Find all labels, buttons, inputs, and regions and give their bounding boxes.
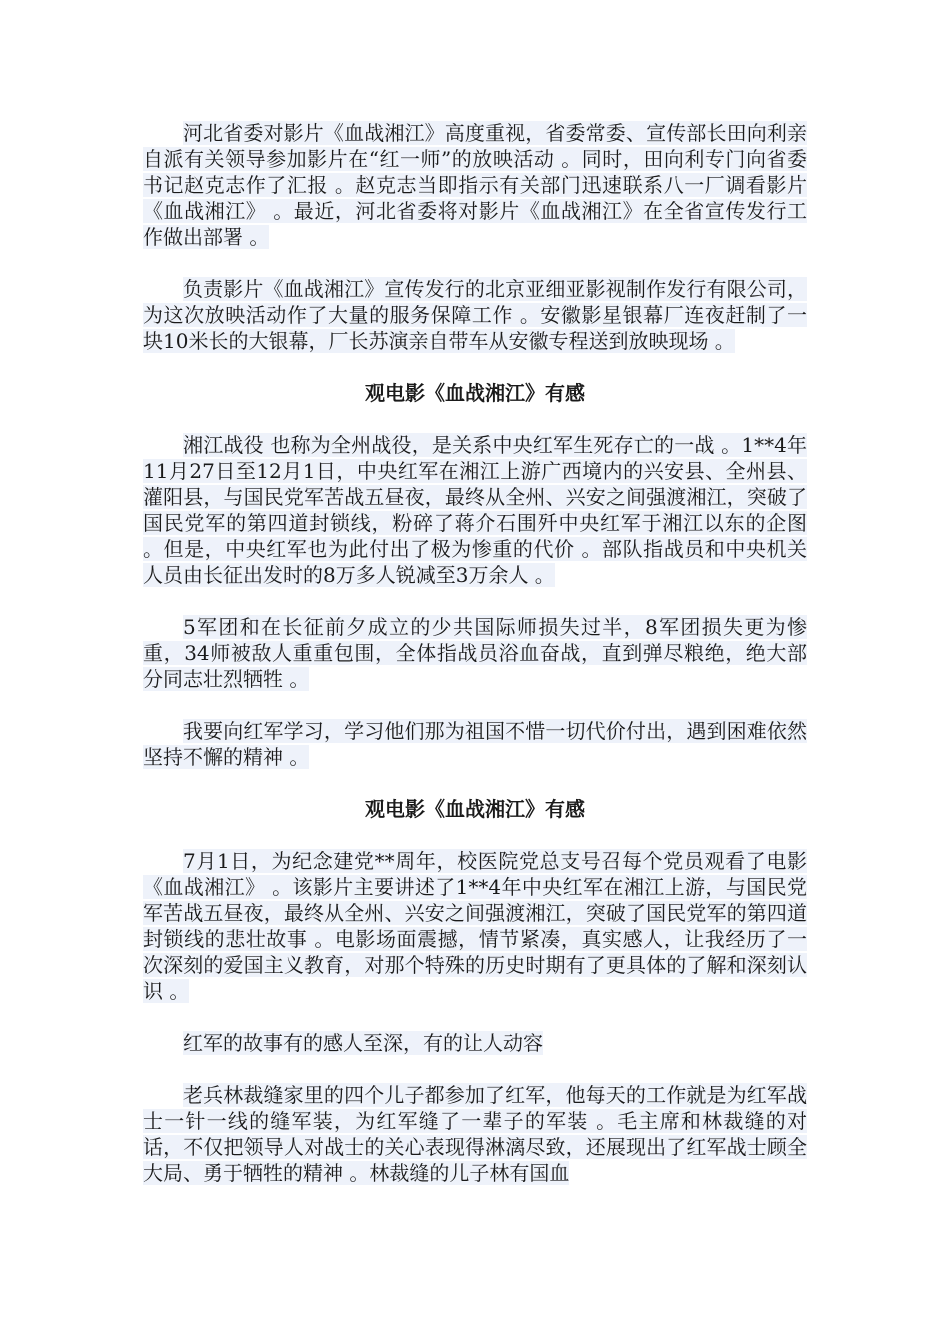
paragraph-text: 红军的故事有的感人至深，有的让人动容 (183, 1031, 543, 1055)
paragraph (143, 1030, 807, 1056)
paragraph-text: 负责影片《血战湘江》宣传发行的北京亚细亚影视制作发行有限公司，为这次放映活动作了大量的服务保障工作 。安徽影星银幕厂连夜赶制了一块10米长的大银幕，厂长苏演亲自带车从安徽专程送到放映现场 。 (143, 277, 807, 353)
paragraph (143, 432, 807, 588)
document-body (143, 120, 807, 1212)
paragraph-text: 7月1日，为纪念建党**周年，校医院党总支号召每个党员观看了电影《血战湘江》 。该影片主要讲述了1**4年中央红军在湘江上游，与国民党军苦战五昼夜，最终从全州、兴安之间强渡湘江，突破了国民党军的第四道封锁线的悲壮故事 。电影场面震撼，情节紧凑，真实感人，让我经历了一次深刻的爱国主义教育，对那个特殊的历史时期有了更具体的了解和深刻认识 。 (143, 849, 807, 1003)
paragraph-text: 5军团和在长征前夕成立的少共国际师损失过半，8军团损失更为惨重，34师被敌人重重包围，全体指战员浴血奋战，直到弹尽粮绝，绝大部分同志壮烈牺牲 。 (143, 615, 807, 691)
paragraph (143, 276, 807, 354)
paragraph (143, 120, 807, 250)
paragraph-text: 湘江战役 也称为全州战役，是关系中央红军生死存亡的一战 。1**4年11月27日至12月1日，中央红军在湘江上游广西境内的兴安县、全州县、灌阳县，与国民党军苦战五昼夜，最终从全州、兴安之间强渡湘江，突破了国民党军的第四道封锁线，粉碎了蒋介石围歼中央红军于湘江以东的企图 。但是，中央红军也为此付出了极为惨重的代价 。部队指战员和中央机关人员由长征出发时的8万多人锐减至3万余人 。 (143, 433, 807, 587)
paragraph-text: 河北省委对影片《血战湘江》高度重视，省委常委、宣传部长田向利亲自派有关领导参加影片在“红一师”的放映活动 。同时，田向利专门向省委书记赵克志作了汇报 。赵克志当即指示有关部门迅速联系八一厂调看影片《血战湘江》 。最近，河北省委将对影片《血战湘江》在全省宣传发行工作做出部署 。 (143, 121, 807, 249)
section-heading: 观电影《血战湘江》有感 (365, 797, 585, 821)
paragraph (143, 614, 807, 692)
paragraph-text: 我要向红军学习，学习他们那为祖国不惜一切代价付出，遇到困难依然坚持不懈的精神 。 (143, 719, 807, 769)
section-heading: 观电影《血战湘江》有感 (365, 381, 585, 405)
paragraph (143, 718, 807, 770)
paragraph-text: 老兵林裁缝家里的四个儿子都参加了红军，他每天的工作就是为红军战士一针一线的缝军装，为红军缝了一辈子的军装 。毛主席和林裁缝的对话，不仅把领导人对战士的关心表现得淋漓尽致，还展现出了红军战士顾全大局、勇于牺牲的精神 。林裁缝的儿子林有国血 (143, 1083, 807, 1185)
paragraph (143, 1082, 807, 1186)
paragraph (143, 848, 807, 1004)
